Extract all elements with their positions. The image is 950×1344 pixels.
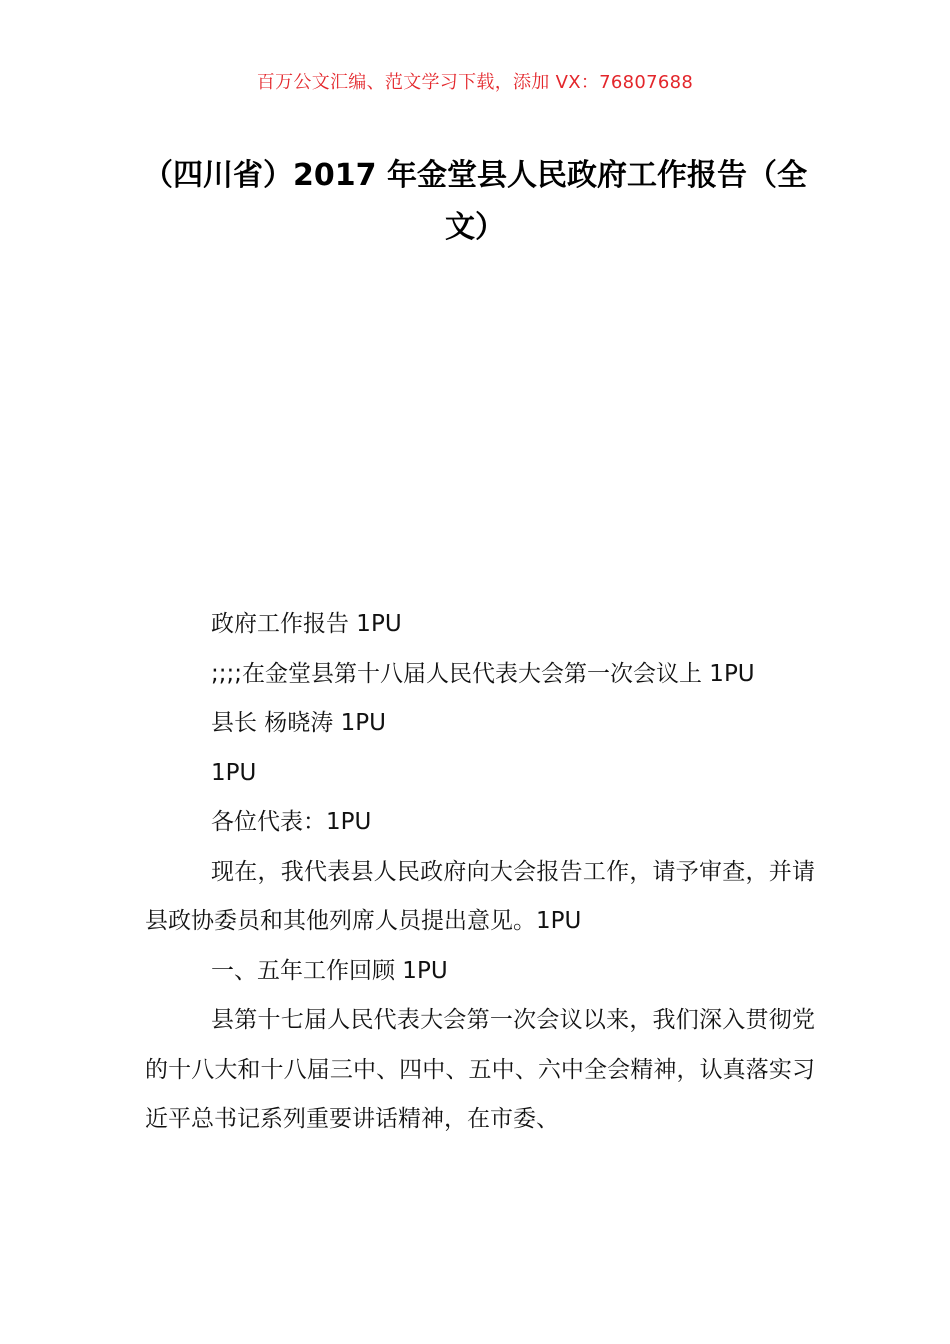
header-banner: 百万公文汇编、范文学习下载，添加 VX：76807688 [256, 72, 694, 93]
paragraph-intro: 现在，我代表县人民政府向大会报告工作，请予审查，并请县政协委员和其他列席人员提出意见。1PU [145, 858, 815, 934]
document-title: （四川省）2017 年金堂县人民政府工作报告（全文） [143, 158, 807, 245]
paragraph-speaker: 县长 杨晓涛 1PU [211, 710, 386, 736]
section-heading: 一、五年工作回顾 1PU [211, 957, 448, 984]
paragraph-salutation: 各位代表：1PU [211, 809, 372, 835]
paragraph-blank-marker: 1PU [211, 759, 257, 786]
document-body [145, 600, 815, 1145]
paragraph-meeting-line: ;;;;在金堂县第十八届人民代表大会第一次会议上 1PU [211, 660, 755, 687]
paragraph-report-label: 政府工作报告 1PU [211, 611, 402, 637]
paragraph-review: 县第十七届人民代表大会第一次会议以来，我们深入贯彻党的十八大和十八届三中、四中、五中、六中全会精神，认真落实习近平总书记系列重要讲话精神，在市委、 [145, 1007, 815, 1132]
